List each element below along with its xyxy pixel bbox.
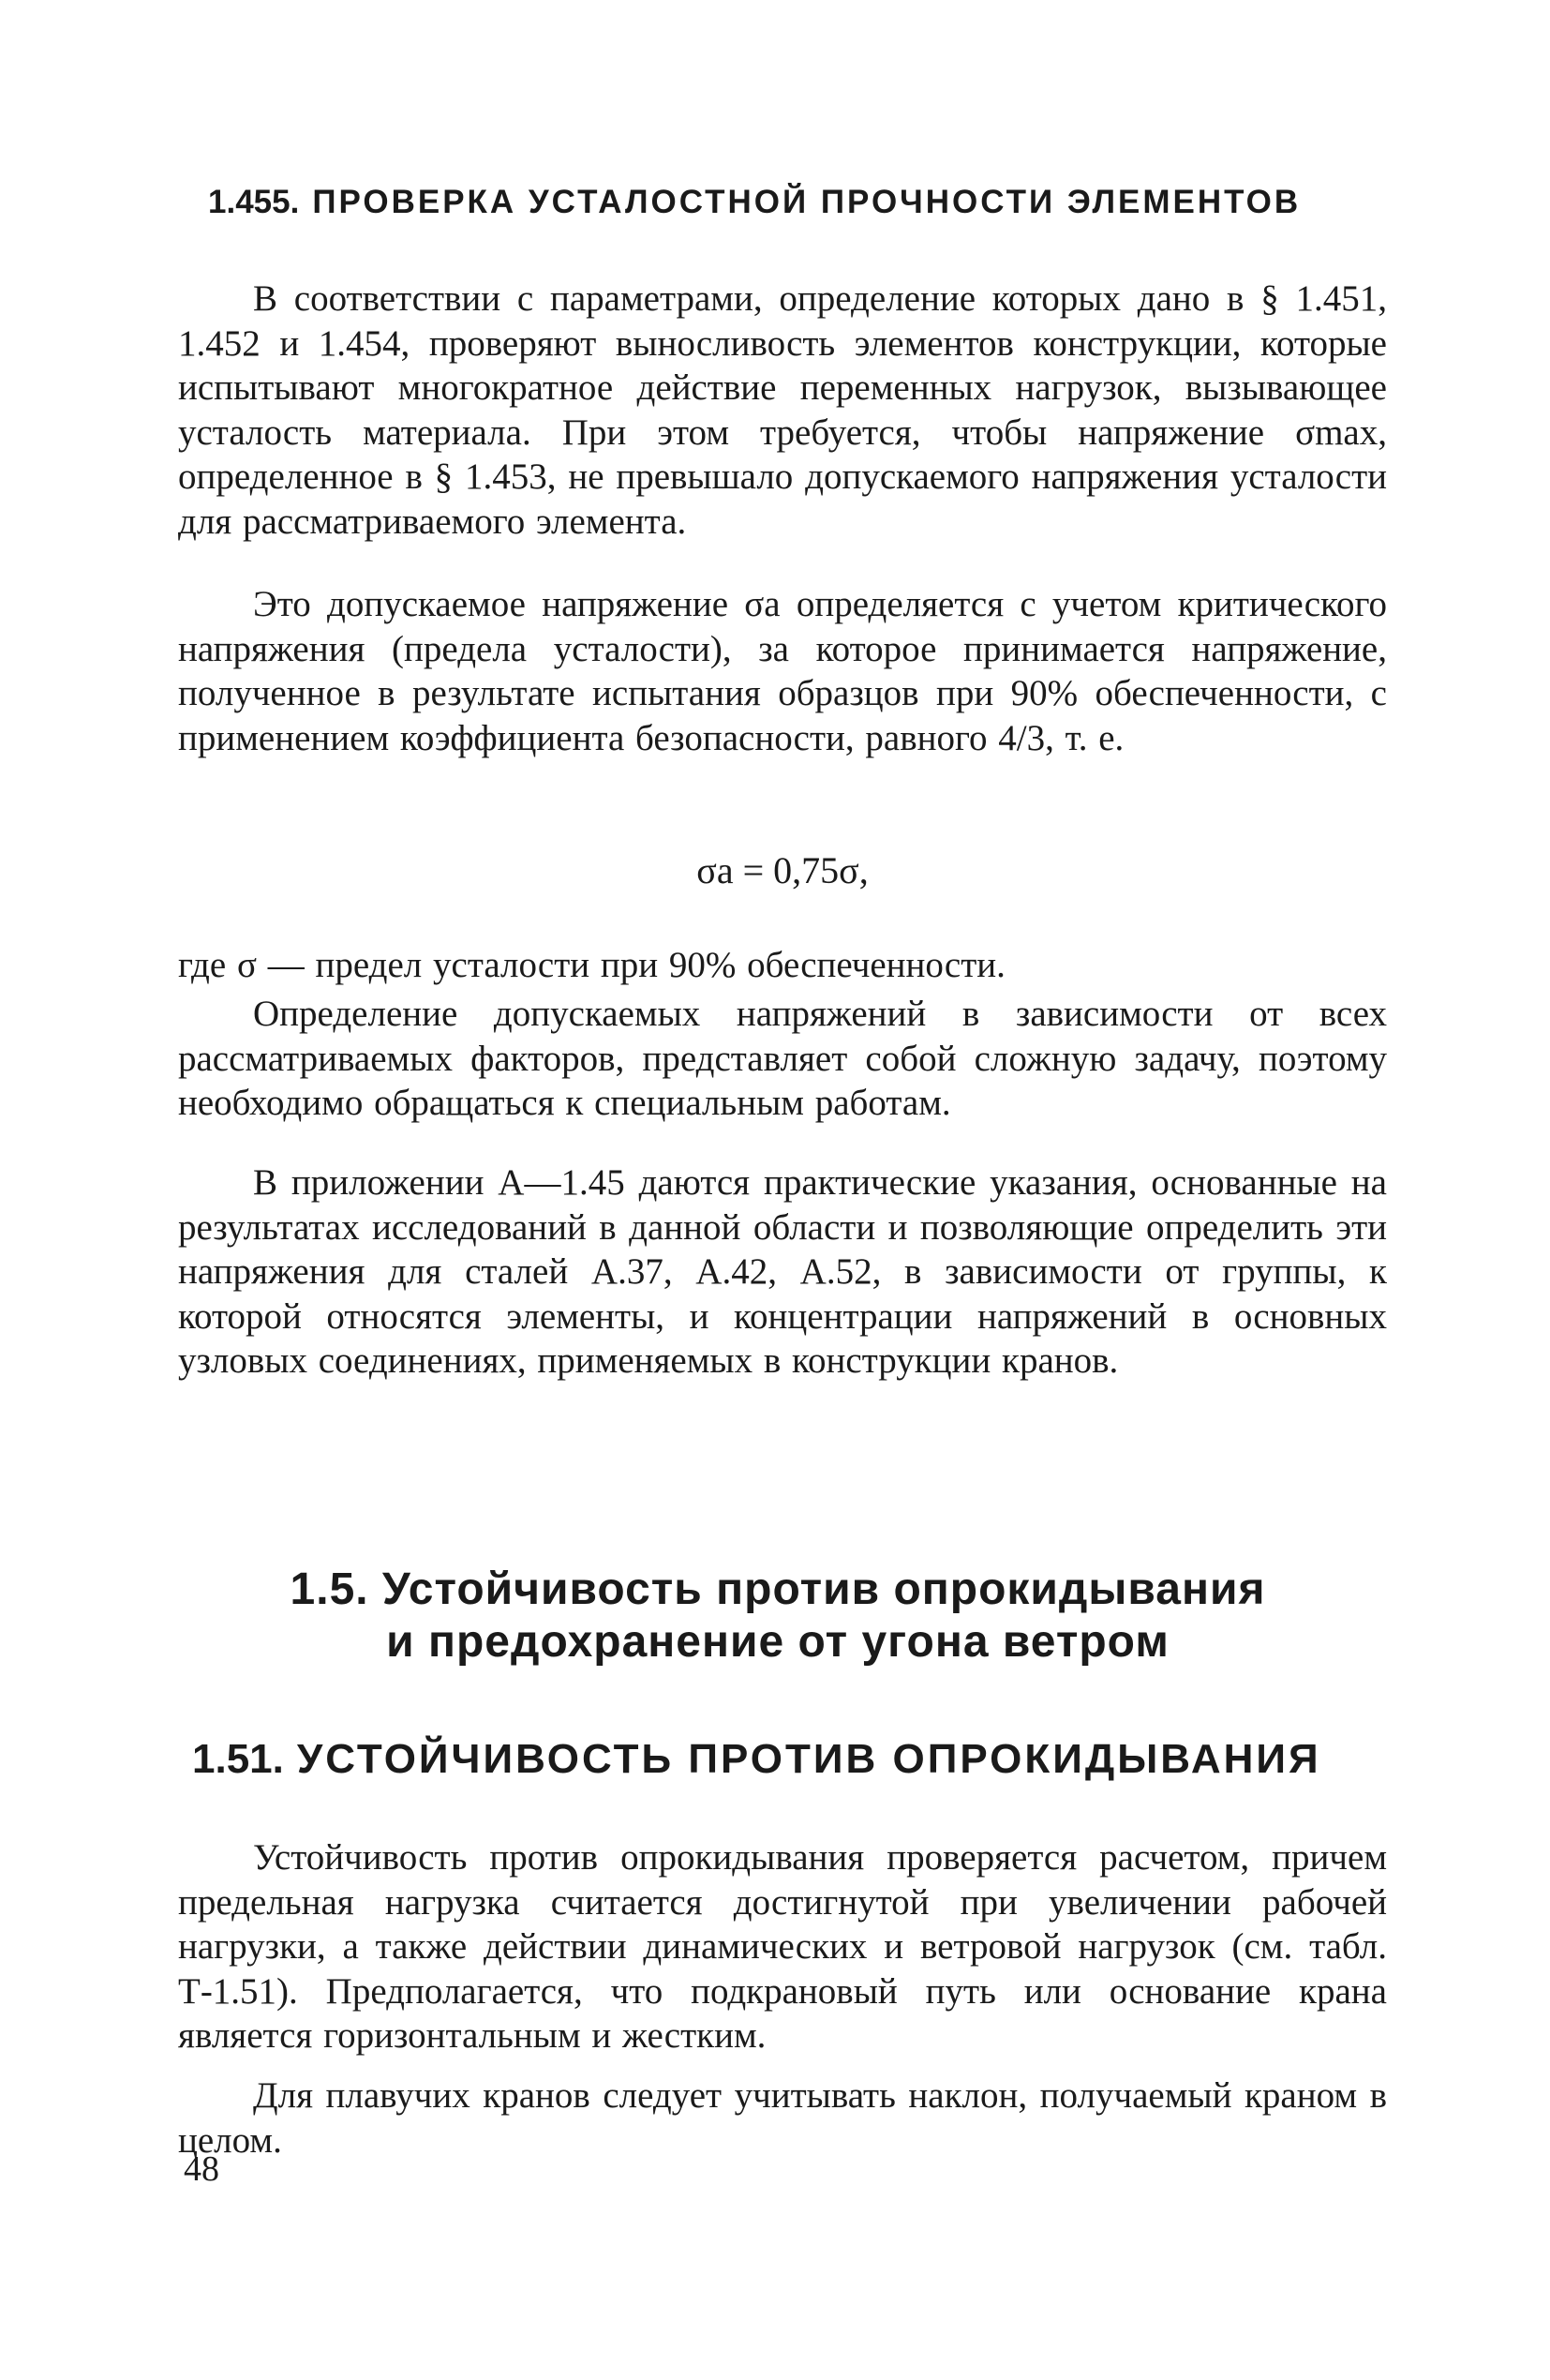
paragraph: Это допускаемое напряжение σa определяется с учетом критического напряжения (предела усталости), за которое принимается напряжение, полученное в результате испытания образцов при 90% обеспеченности, с применением коэффициента безопасности, равного 4/3, т. е. xyxy=(178,584,1387,758)
section-heading-1455 xyxy=(208,182,1301,223)
paragraph: Для плавучих кранов следует учитывать наклон, получаемый краном в целом. xyxy=(178,2075,1387,2161)
paragraph: Устойчивость против опрокидывания проверяется расчетом, причем предельная нагрузка считается достигнутой при увеличении рабочей нагрузки, а также действии динамических и ветровой нагрузок (см. табл. Т-1.51). Предполагается, что подкрановый путь или основание крана является горизонтальным и жестким. xyxy=(178,1837,1387,2056)
page-number: 48 xyxy=(184,2149,219,2189)
formula: σa = 0,75σ, xyxy=(696,849,869,891)
chapter-heading-line: 1.5. Устойчивость против опрокидывания xyxy=(290,1564,1266,1614)
section-title: ПРОВЕРКА УСТАЛОСТНОЙ ПРОЧНОСТИ ЭЛЕМЕНТОВ xyxy=(312,184,1302,220)
section-number: 1.455. xyxy=(208,184,300,220)
section-heading-151 xyxy=(192,1734,1321,1785)
section-title: УСТОЙЧИВОСТЬ ПРОТИВ ОПРОКИДЫВАНИЯ xyxy=(296,1736,1321,1782)
paragraph: В приложении А—1.45 даются практические указания, основанные на результатах исследований в данной области и позволяющие определить эти напряжения для сталей А.37, А.42, А.52, в зависимости от группы, к которой относятся элементы, и концентрации напряжений в основных узловых соединениях, применяемых в конструкции кранов. xyxy=(178,1162,1387,1381)
paragraph: где σ — предел усталости при 90% обеспеченности. xyxy=(178,945,1006,985)
chapter-heading-line: и предохранение от угона ветром xyxy=(386,1617,1170,1667)
section-number: 1.51. xyxy=(192,1736,284,1782)
chapter-heading xyxy=(178,1564,1378,1669)
paragraph: Определение допускаемых напряжений в зависимости от всех рассматриваемых факторов, представляет собой сложную задачу, поэтому необходимо обращаться к специальным работам. xyxy=(178,994,1387,1123)
paragraph: В соответствии с параметрами, определение которых дано в § 1.451, 1.452 и 1.454, проверяют выносливость элементов конструкции, которые испытывают многократное действие переменных нагрузок, вызывающее усталость материала. При этом требуется, чтобы напряжение σmax, определенное в § 1.453, не превышало допускаемого напряжения усталости для рассматриваемого элемента. xyxy=(178,278,1387,542)
